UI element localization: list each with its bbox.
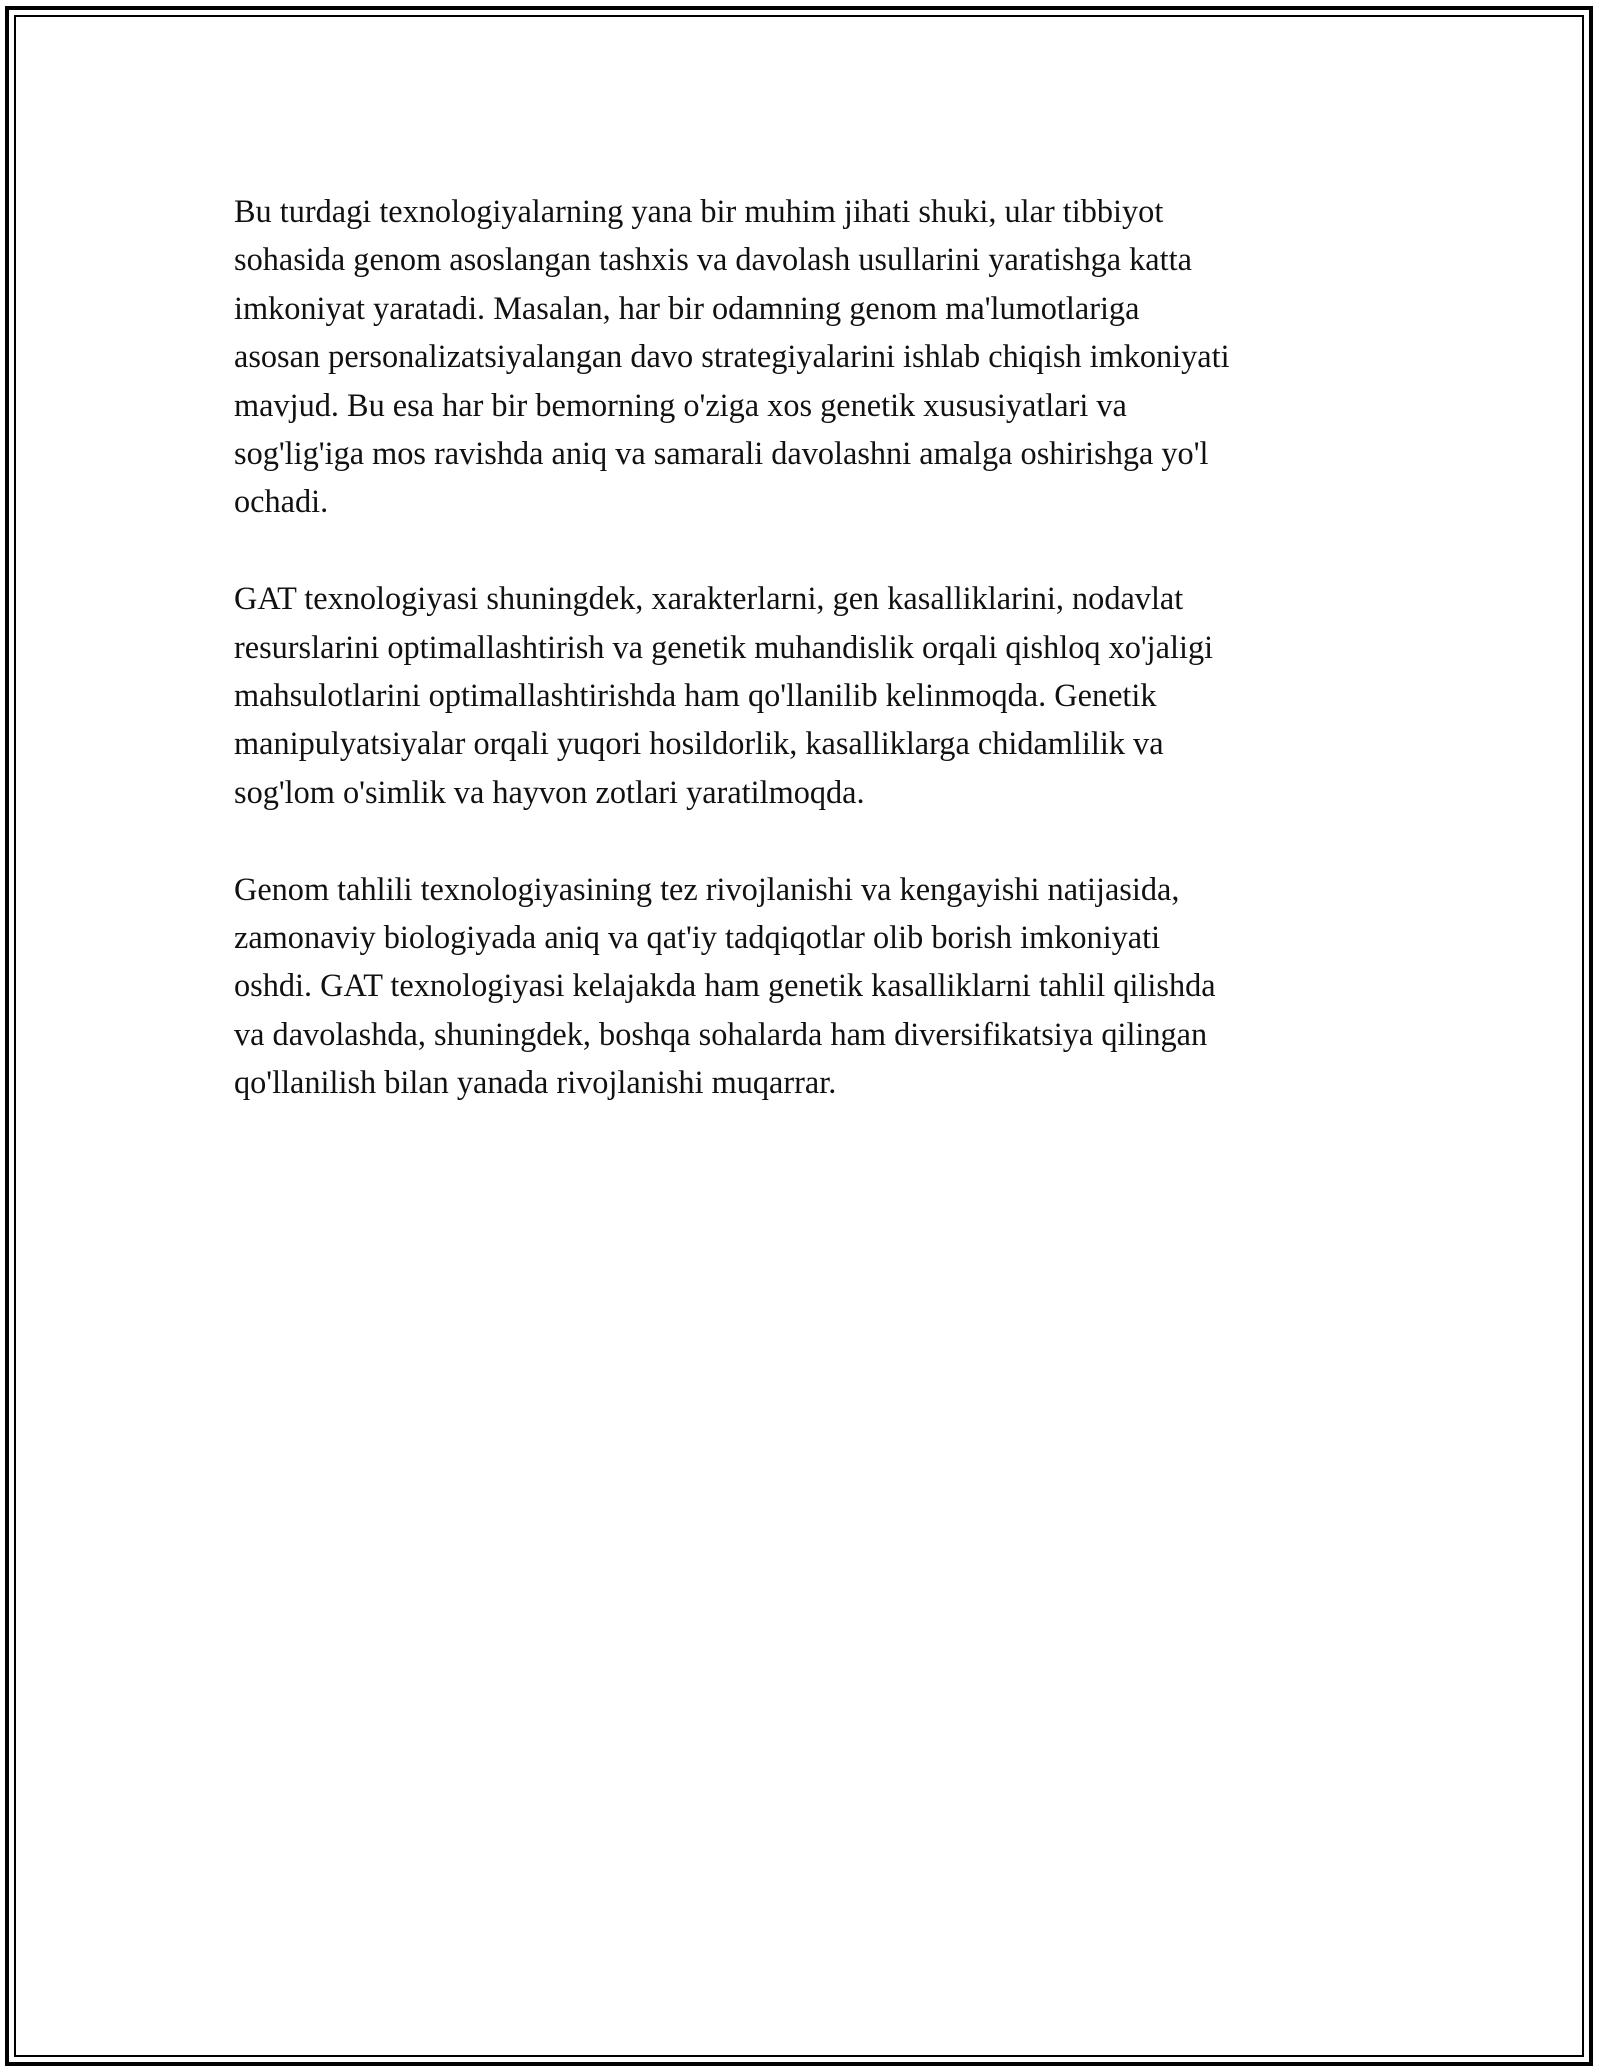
paragraph-3 bbox=[234, 865, 1374, 1107]
document-body bbox=[234, 187, 1374, 1155]
text-line: asosan personalizatsiyalangan davo strategiyalarini ishlab chiqish imkoniyati bbox=[234, 338, 1230, 375]
text-line: Bu turdagi texnologiyalarning yana bir muhim jihati shuki, ular tibbiyot bbox=[234, 193, 1164, 229]
text-line: zamonaviy biologiyada aniq va qat'iy tadqiqotlar olib borish imkoniyati bbox=[234, 919, 1161, 956]
text-line: manipulyatsiyalar orqali yuqori hosildorlik, kasalliklarga chidamlilik va bbox=[234, 725, 1164, 762]
text-line: GAT texnologiyasi shuningdek, xarakterlarni, gen kasalliklarini, nodavlat bbox=[234, 580, 1184, 617]
text-line: qo'llanilish bilan yanada rivojlanishi muqarrar. bbox=[234, 1064, 837, 1101]
text-line: sog'lig'iga mos ravishda aniq va samarali davolashni amalga oshirishga yo'l bbox=[234, 435, 1209, 472]
text-line: va davolashda, shuningdek, boshqa sohalarda ham diversifikatsiya qilingan bbox=[234, 1015, 1208, 1052]
text-line: sohasida genom asoslangan tashxis va davolash usullarini yaratishga katta bbox=[234, 241, 1192, 278]
text-line: oshdi. GAT texnologiyasi kelajakda ham genetik kasalliklarni tahlil qilishda bbox=[234, 967, 1216, 1004]
text-line: sog'lom o'simlik va hayvon zotlari yaratilmoqda. bbox=[234, 773, 865, 810]
text-line: Genom tahlili texnologiyasining tez rivojlanishi va kengayishi natijasida, bbox=[234, 870, 1180, 907]
text-line: imkoniyat yaratadi. Masalan, har bir odamning genom ma'lumotlariga bbox=[234, 289, 1140, 326]
paragraph-2 bbox=[234, 574, 1374, 816]
text-line: ochadi. bbox=[234, 483, 329, 520]
text-line: resurslarini optimallashtirish va genetik muhandislik orqali qishloq xo'jaligi bbox=[234, 628, 1214, 665]
text-line: mavjud. Bu esa har bir bemorning o'ziga xos genetik xususiyatlari va bbox=[234, 386, 1127, 423]
paragraph-1 bbox=[234, 187, 1374, 526]
text-line: mahsulotlarini optimallashtirishda ham qo'llanilib kelinmoqda. Genetik bbox=[234, 677, 1157, 714]
